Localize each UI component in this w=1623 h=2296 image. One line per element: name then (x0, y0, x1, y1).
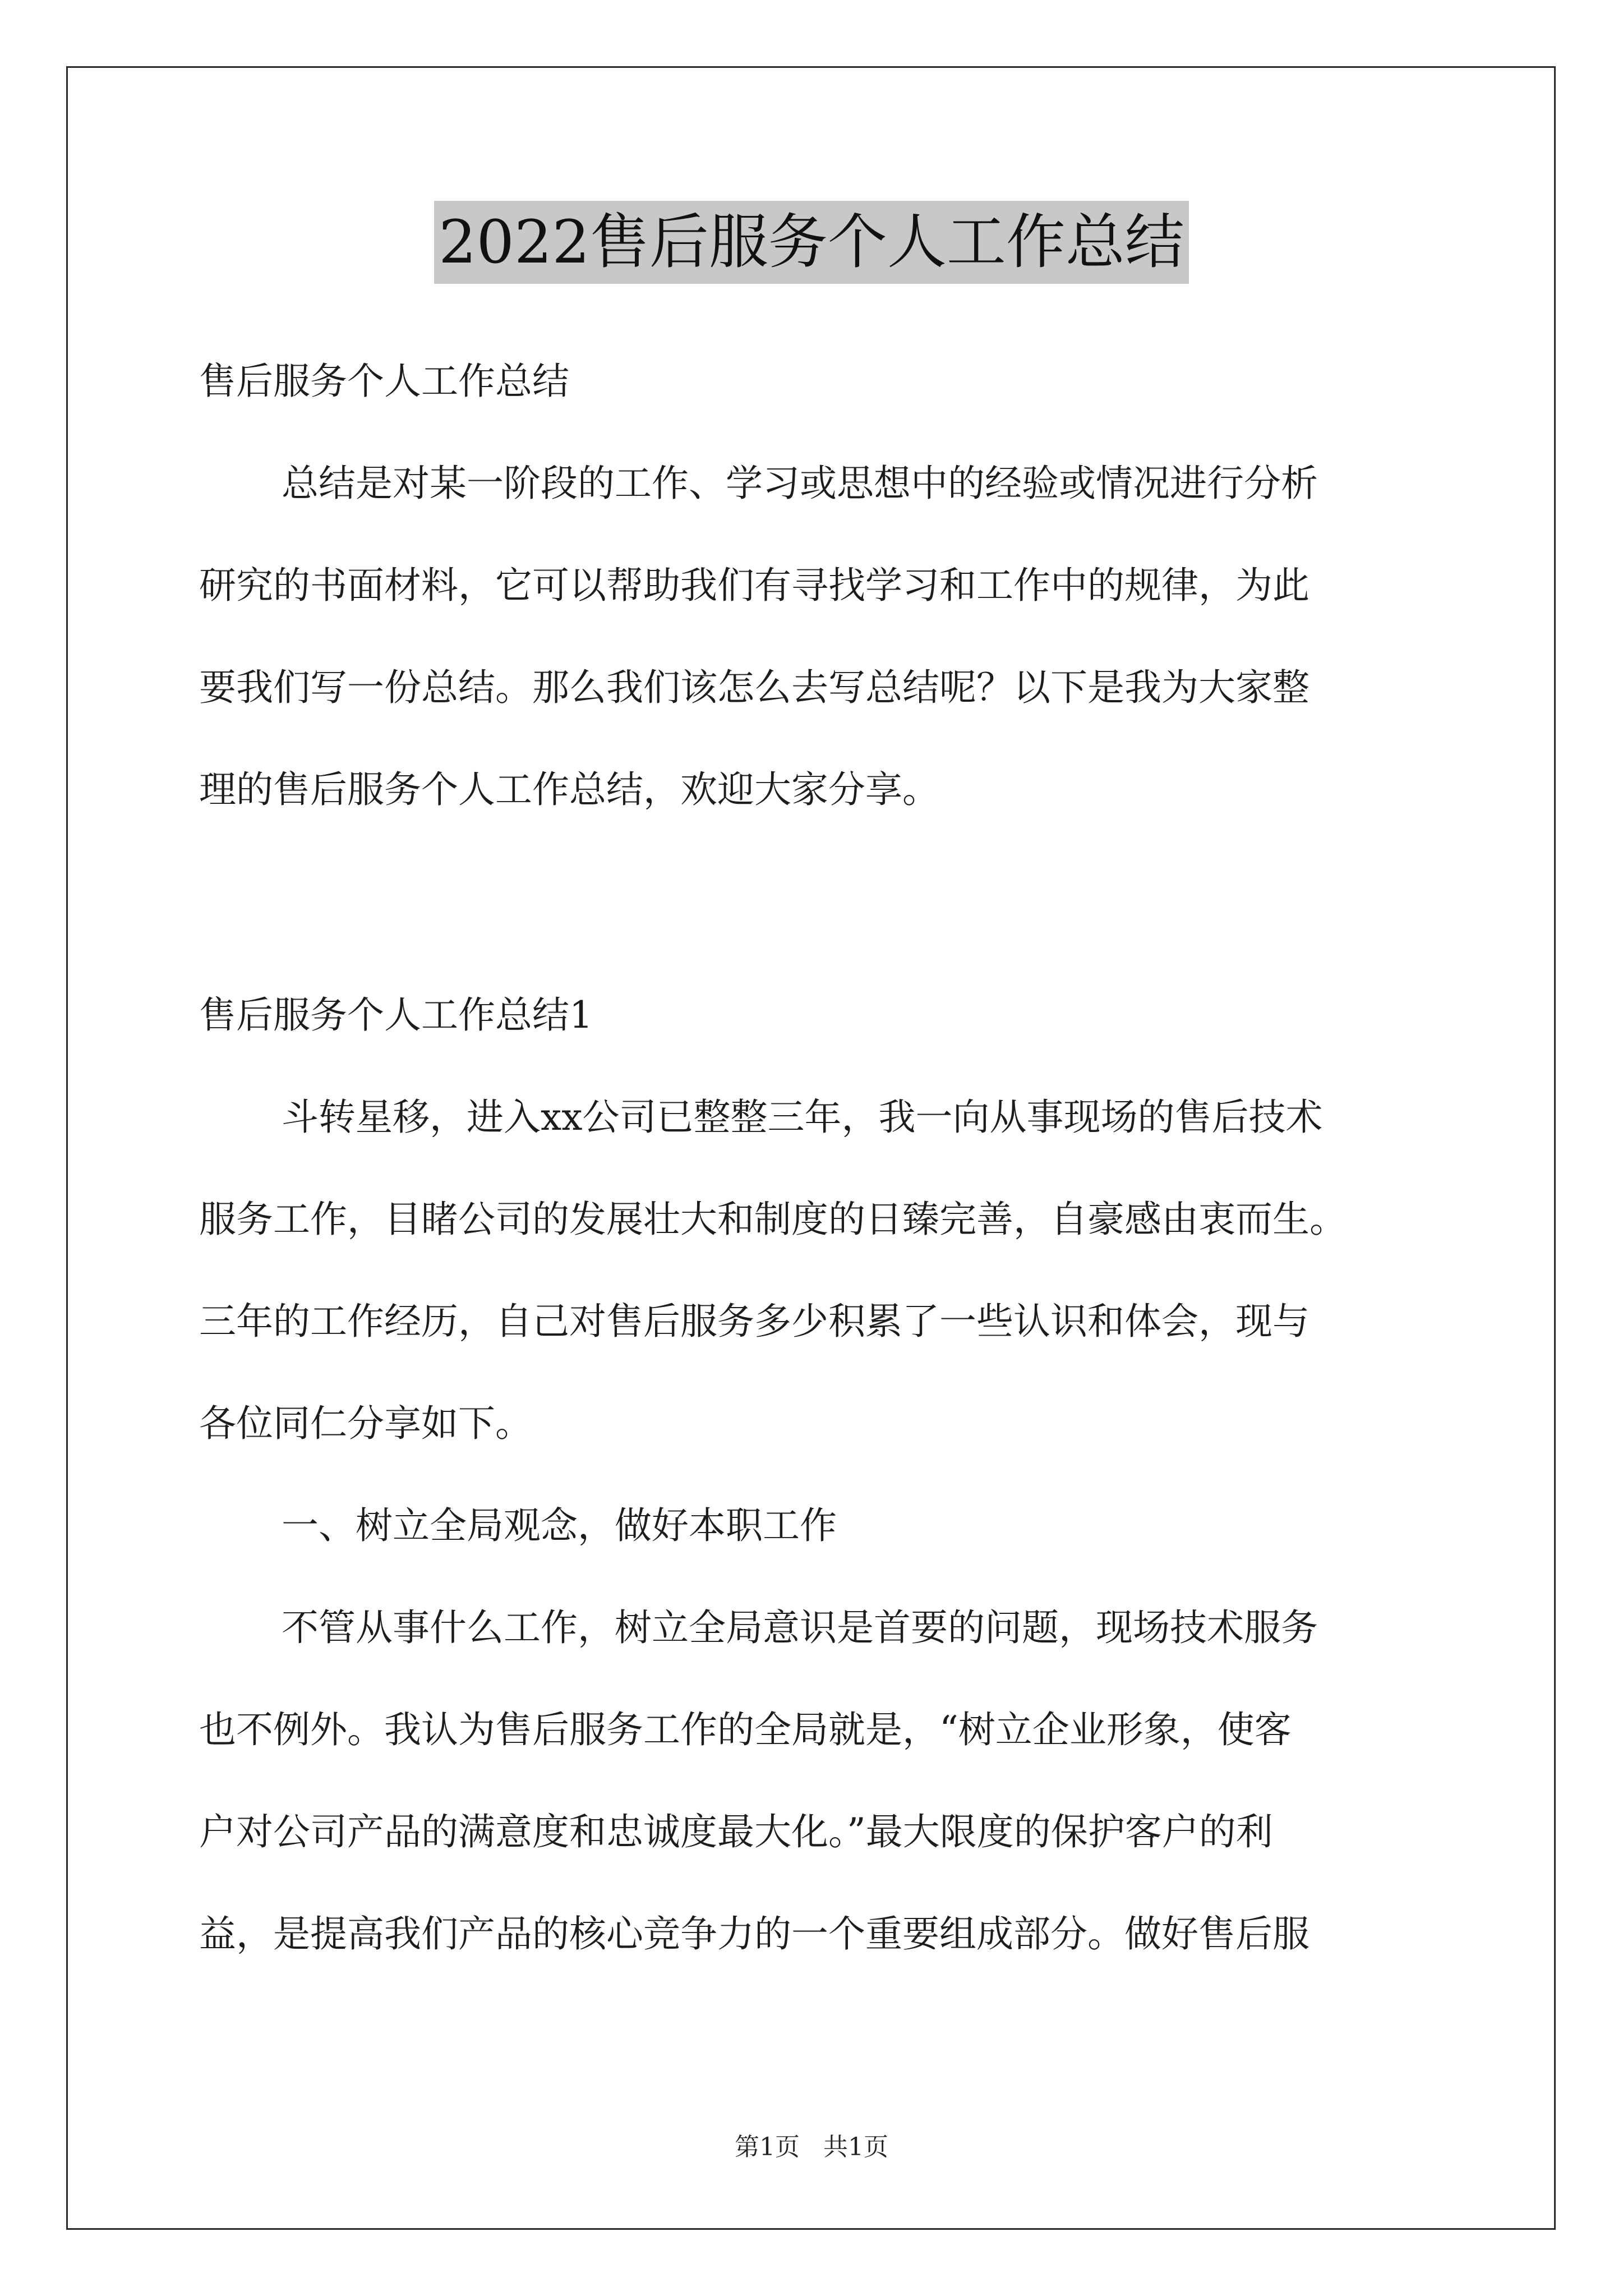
paragraph-line: 户对公司产品的满意度和忠诚度最大化。”最大限度的保护客户的利 (199, 1810, 1273, 1853)
paragraph-line: 研究的书面材料，它可以帮助我们有寻找学习和工作中的规律，为此 (199, 564, 1310, 607)
paragraph-line: 总结是对某一阶段的工作、学习或思想中的经验或情况进行分析 (282, 462, 1318, 505)
paragraph-line: 不管从事什么工作，树立全局意识是首要的问题，现场技术服务 (282, 1606, 1318, 1649)
section-heading: 售后服务个人工作总结 (199, 360, 569, 403)
subsection-heading: 一、树立全局观念，做好本职工作 (282, 1504, 837, 1547)
page-footer (0, 2132, 1623, 2163)
paragraph-line: 服务工作，目睹公司的发展壮大和制度的日臻完善，自豪感由衷而生。 (199, 1198, 1347, 1241)
paragraph-line: 各位同仁分享如下。 (199, 1402, 532, 1445)
document-title: 2022售后服务个人工作总结 (434, 201, 1189, 284)
paragraph-line: 益，是提高我们产品的核心竞争力的一个重要组成部分。做好售后服 (199, 1912, 1310, 1955)
paragraph-line: 三年的工作经历，自己对售后服务多少积累了一些认识和体会，现与 (199, 1300, 1310, 1343)
paragraph-line: 理的售后服务个人工作总结，欢迎大家分享。 (199, 768, 939, 811)
paragraph-line: 斗转星移，进入xx公司已整整三年，我一向从事现场的售后技术 (282, 1096, 1323, 1139)
section-heading: 售后服务个人工作总结1 (199, 993, 593, 1037)
title-container (0, 201, 1623, 284)
paragraph-line: 也不例外。我认为售后服务工作的全局就是，“树立企业形象，使客 (199, 1708, 1292, 1751)
page-number-label: 第1页 共1页 (735, 2133, 888, 2161)
paragraph-line: 要我们写一份总结。那么我们该怎么去写总结呢？以下是我为大家整 (199, 666, 1310, 709)
